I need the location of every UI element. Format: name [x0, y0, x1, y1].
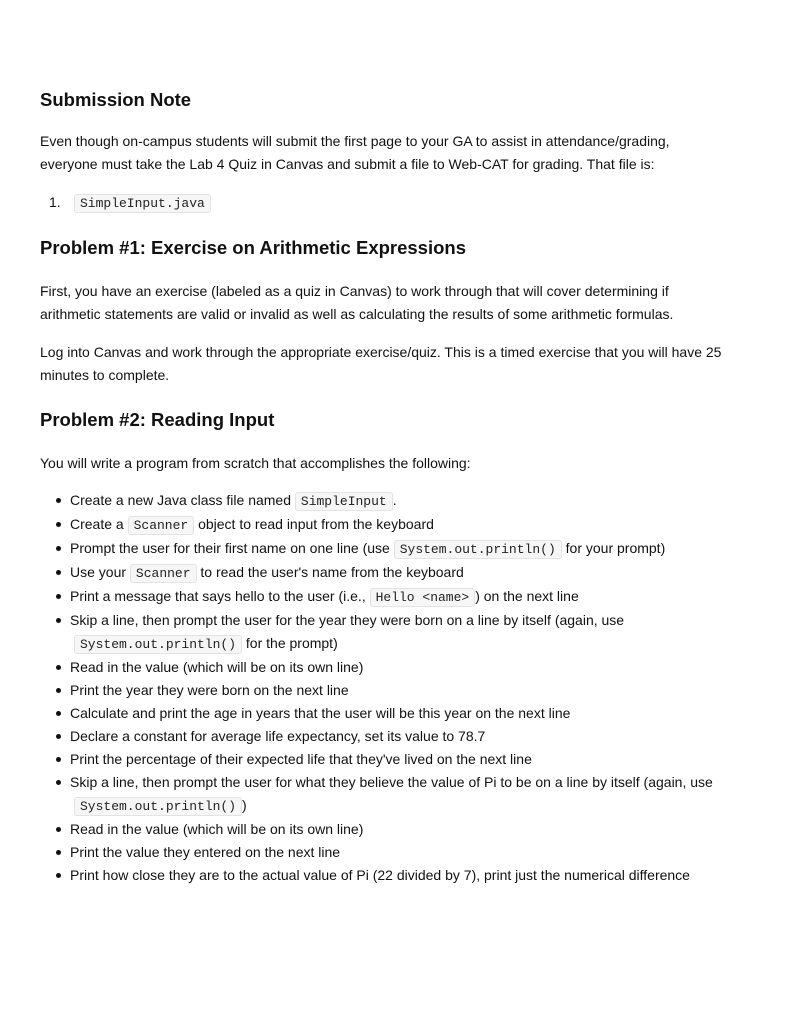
problem1-para2-line-2: minutes to complete. [40, 367, 170, 383]
bullet-icon [56, 780, 61, 785]
problem2-intro: You will write a program from scratch that accomplishes the following: [40, 455, 471, 471]
list-item: Use your Scanner to read the user's name from the keyboard [40, 561, 760, 585]
submission-file-item [40, 191, 211, 215]
list-item: Declare a constant for average life expectancy, set its value to 78.7 [40, 725, 760, 748]
bullet-icon [56, 688, 61, 693]
file-name-code: SimpleInput.java [74, 194, 211, 213]
bullet-icon [56, 757, 61, 762]
problem2-heading: Problem #2: Reading Input [40, 409, 275, 430]
code-snippet: System.out.println() [74, 797, 242, 816]
code-snippet: Scanner [128, 516, 195, 535]
submission-paragraph-line-1: Even though on-campus students will submit the first page to your GA to assist in attendance/grading, [40, 133, 670, 149]
submission-note-paragraph [40, 130, 760, 176]
code-snippet: Hello <name> [370, 588, 476, 607]
bullet-icon [56, 873, 61, 878]
submission-note-heading: Submission Note [40, 89, 192, 110]
bullet-icon [56, 850, 61, 855]
code-snippet: Scanner [130, 564, 197, 583]
problem2-task-list [40, 489, 760, 887]
bullet-icon [56, 570, 61, 575]
bullet-icon [56, 522, 61, 527]
list-item: Create a Scanner object to read input from the keyboard [40, 513, 760, 537]
bullet-icon [56, 711, 61, 716]
bullet-icon [56, 734, 61, 739]
list-item: Create a new Java class file named SimpleInput . [40, 489, 760, 513]
list-item: Calculate and print the age in years that the user will be this year on the next line [40, 702, 760, 725]
bullet-icon [56, 594, 61, 599]
bullet-icon [56, 618, 61, 623]
code-snippet: SimpleInput [295, 492, 393, 511]
list-item: Print a message that says hello to the user (i.e., Hello <name> ) on the next line [40, 585, 760, 609]
code-snippet: System.out.println() [394, 540, 562, 559]
list-item: Read in the value (which will be on its own line) [40, 656, 760, 679]
code-snippet: System.out.println() [74, 635, 242, 654]
submission-paragraph-line-2: everyone must take the Lab 4 Quiz in Canvas and submit a file to Web-CAT for grading. That file is: [40, 156, 655, 172]
list-item: Print how close they are to the actual value of Pi (22 divided by 7), print just the numerical difference [40, 864, 760, 887]
problem1-para1-line-2: arithmetic statements are valid or invalid as well as calculating the results of some arithmetic formulas. [40, 306, 674, 322]
list-item: Print the year they were born on the next line [40, 679, 760, 702]
bullet-icon [56, 498, 61, 503]
list-number: 1. [49, 194, 61, 210]
list-item: Skip a line, then prompt the user for what they believe the value of Pi to be on a line by itself (again, use System.out.println() ) [40, 771, 760, 818]
list-item: Print the value they entered on the next line [40, 841, 760, 864]
bullet-icon [56, 827, 61, 832]
list-item: Skip a line, then prompt the user for the year they were born on a line by itself (again, use System.out.println() for the prompt) [40, 609, 760, 656]
problem1-para1-line-1: First, you have an exercise (labeled as a quiz in Canvas) to work through that will cover determining if [40, 283, 669, 299]
list-item: Print the percentage of their expected life that they've lived on the next line [40, 748, 760, 771]
problem1-heading: Problem #1: Exercise on Arithmetic Expressions [40, 237, 467, 258]
bullet-icon [56, 665, 61, 670]
bullet-icon [56, 546, 61, 551]
problem1-paragraph-1 [40, 280, 760, 326]
problem1-paragraph-2 [40, 341, 760, 387]
list-item: Prompt the user for their first name on one line (use System.out.println() for your prompt) [40, 537, 760, 561]
list-item: Read in the value (which will be on its own line) [40, 818, 760, 841]
problem1-para2-line-1: Log into Canvas and work through the appropriate exercise/quiz. This is a timed exercise that you will have 25 [40, 344, 722, 360]
submission-file-list [40, 191, 211, 215]
